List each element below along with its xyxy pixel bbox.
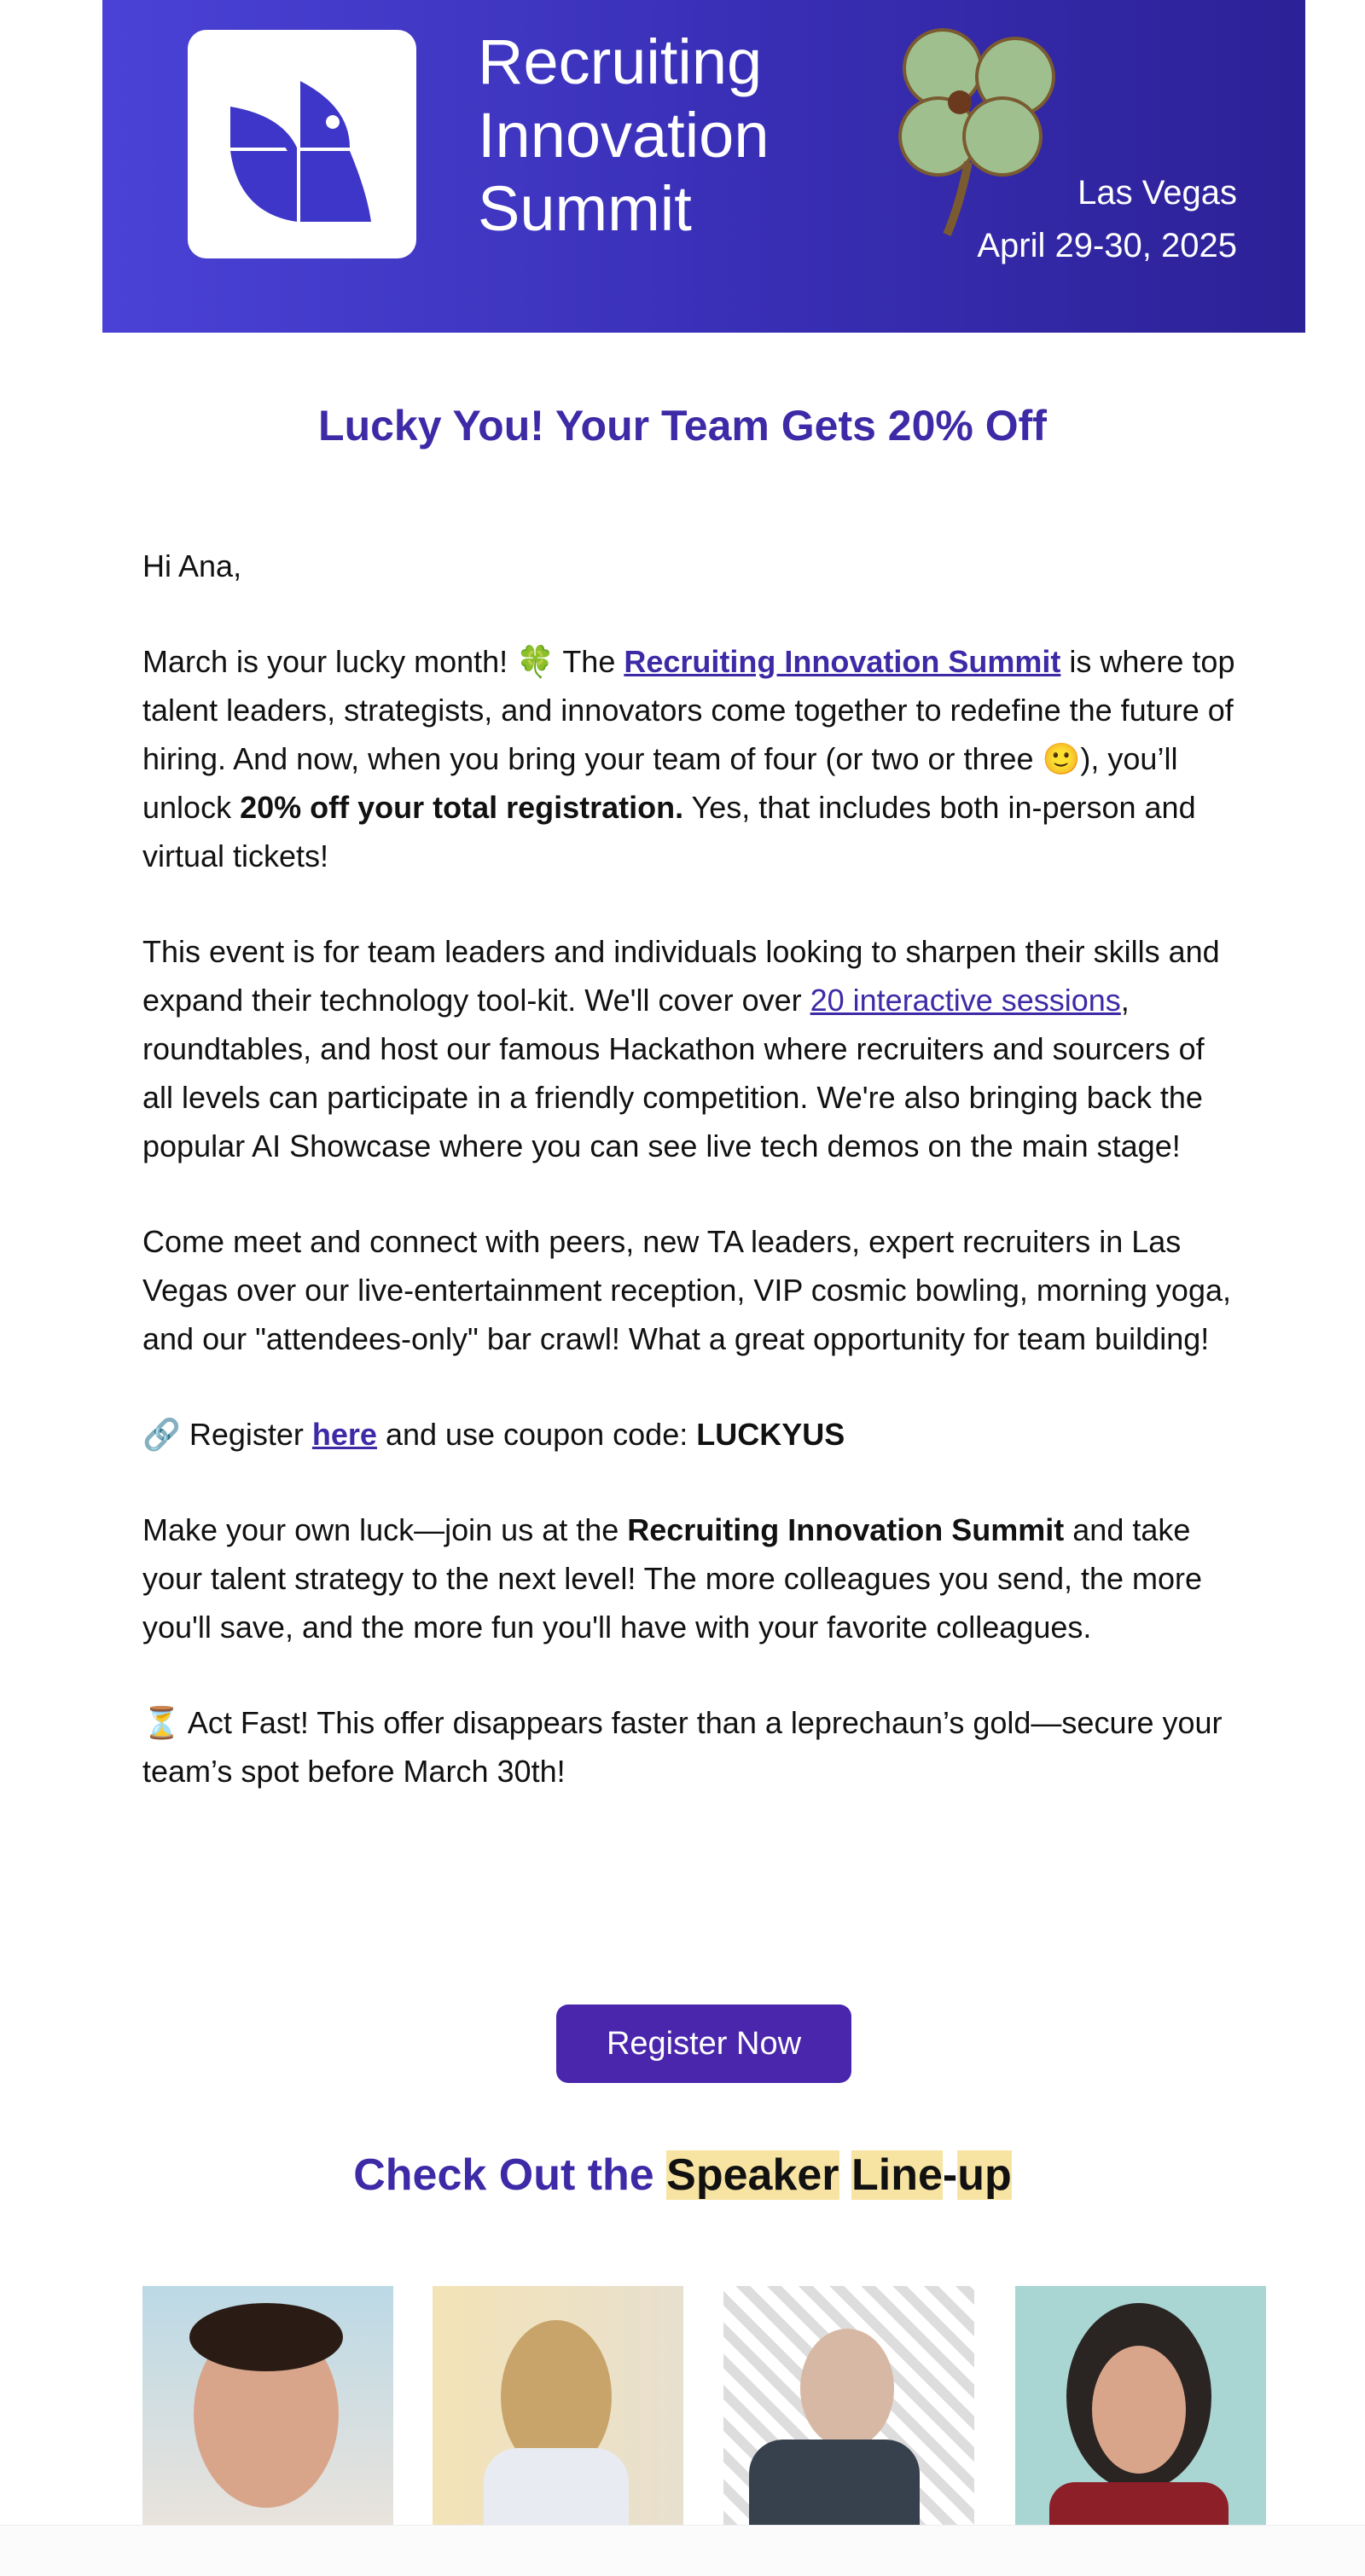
sessions-paragraph xyxy=(142,927,1243,1170)
smile-icon: 🙂 xyxy=(1042,741,1081,776)
title-line: Innovation xyxy=(478,100,770,171)
email-body xyxy=(142,542,1243,1842)
text: is where top talent leaders, strategists, and innovators come together to redefine the future of hiring. And now, when you bring your team of four (or two or three xyxy=(142,644,1235,776)
speaker-photo[interactable] xyxy=(723,2286,974,2525)
intro-paragraph xyxy=(142,637,1243,880)
register-paragraph xyxy=(142,1410,1243,1459)
discount-text: 20% off your total registration. xyxy=(240,790,684,825)
deadline-paragraph xyxy=(142,1698,1243,1796)
register-here-link[interactable]: here xyxy=(311,1417,377,1452)
text: Check Out the xyxy=(353,2150,667,2200)
title-line: Summit xyxy=(478,173,692,244)
event-location: Las Vegas xyxy=(1077,174,1237,212)
highlight: Speaker xyxy=(666,2150,839,2200)
text: Act Fast! This offer disappears faster than a leprechaun’s gold—secure your team’s spot before March 30th! xyxy=(142,1705,1223,1789)
summit-title xyxy=(478,26,770,246)
coupon-code: LUCKYUS xyxy=(696,1417,845,1452)
offer-heading: Lucky You! Your Team Gets 20% Off xyxy=(318,402,1047,450)
title-line: Recruiting xyxy=(478,26,763,97)
summit-name: Recruiting Innovation Summit xyxy=(627,1512,1065,1547)
event-dates: April 29-30, 2025 xyxy=(977,227,1237,264)
event-location-dates xyxy=(977,166,1237,272)
highlight: Line xyxy=(851,2150,943,2200)
text: ), you’ll unlock xyxy=(142,741,1178,825)
summit-logo xyxy=(188,30,416,258)
text: Yes, that includes both in-person and virtual tickets! xyxy=(142,790,1196,873)
text: and take your talent strategy to the next level! The more colleagues you send, the more you'll save, and the more fun you'll have with your favorite colleagues. xyxy=(142,1512,1203,1645)
text: and use coupon code: xyxy=(376,1417,697,1452)
text: Register xyxy=(180,1417,312,1452)
luck-paragraph xyxy=(142,1506,1243,1651)
register-now-button[interactable]: Register Now xyxy=(556,2005,851,2083)
greeting: Hi Ana, xyxy=(142,548,242,583)
hourglass-icon: ⏳ xyxy=(142,1705,181,1740)
summit-link[interactable]: Recruiting Innovation Summit xyxy=(624,644,1061,679)
text: , roundtables, and host our famous Hackathon where recruiters and sourcers of all levels can participate in a friendly competition. We're also bringing back the popular AI Showcase where you can see live tech demos on the main stage! xyxy=(142,983,1205,1163)
text: March is your lucky month! xyxy=(142,644,517,679)
link-icon: 🔗 xyxy=(142,1417,181,1452)
speaker-photo[interactable] xyxy=(142,2286,393,2525)
bottom-edge xyxy=(0,2525,1365,2576)
sessions-link[interactable]: 20 interactive sessions xyxy=(810,983,1121,1018)
speaker-photo[interactable] xyxy=(1015,2286,1266,2525)
text: - xyxy=(942,2150,958,2200)
text: This event is for team leaders and individuals looking to sharpen their skills and expand their technology tool-kit. We'll cover over xyxy=(142,934,1220,1018)
highlight: up xyxy=(957,2150,1012,2200)
speaker-photo[interactable] xyxy=(433,2286,683,2525)
text: The xyxy=(554,644,624,679)
event-banner xyxy=(102,0,1305,333)
networking-paragraph: Come meet and connect with peers, new TA leaders, expert recruiters in Las Vegas over our live-entertainment reception, VIP cosmic bowling, morning yoga, and our "attendees-only" bar crawl! What a great opportunity for team building! xyxy=(142,1224,1231,1356)
text: Make your own luck—join us at the xyxy=(142,1512,628,1547)
speaker-heading xyxy=(0,2150,1365,2201)
clover-icon: 🍀 xyxy=(516,644,555,679)
